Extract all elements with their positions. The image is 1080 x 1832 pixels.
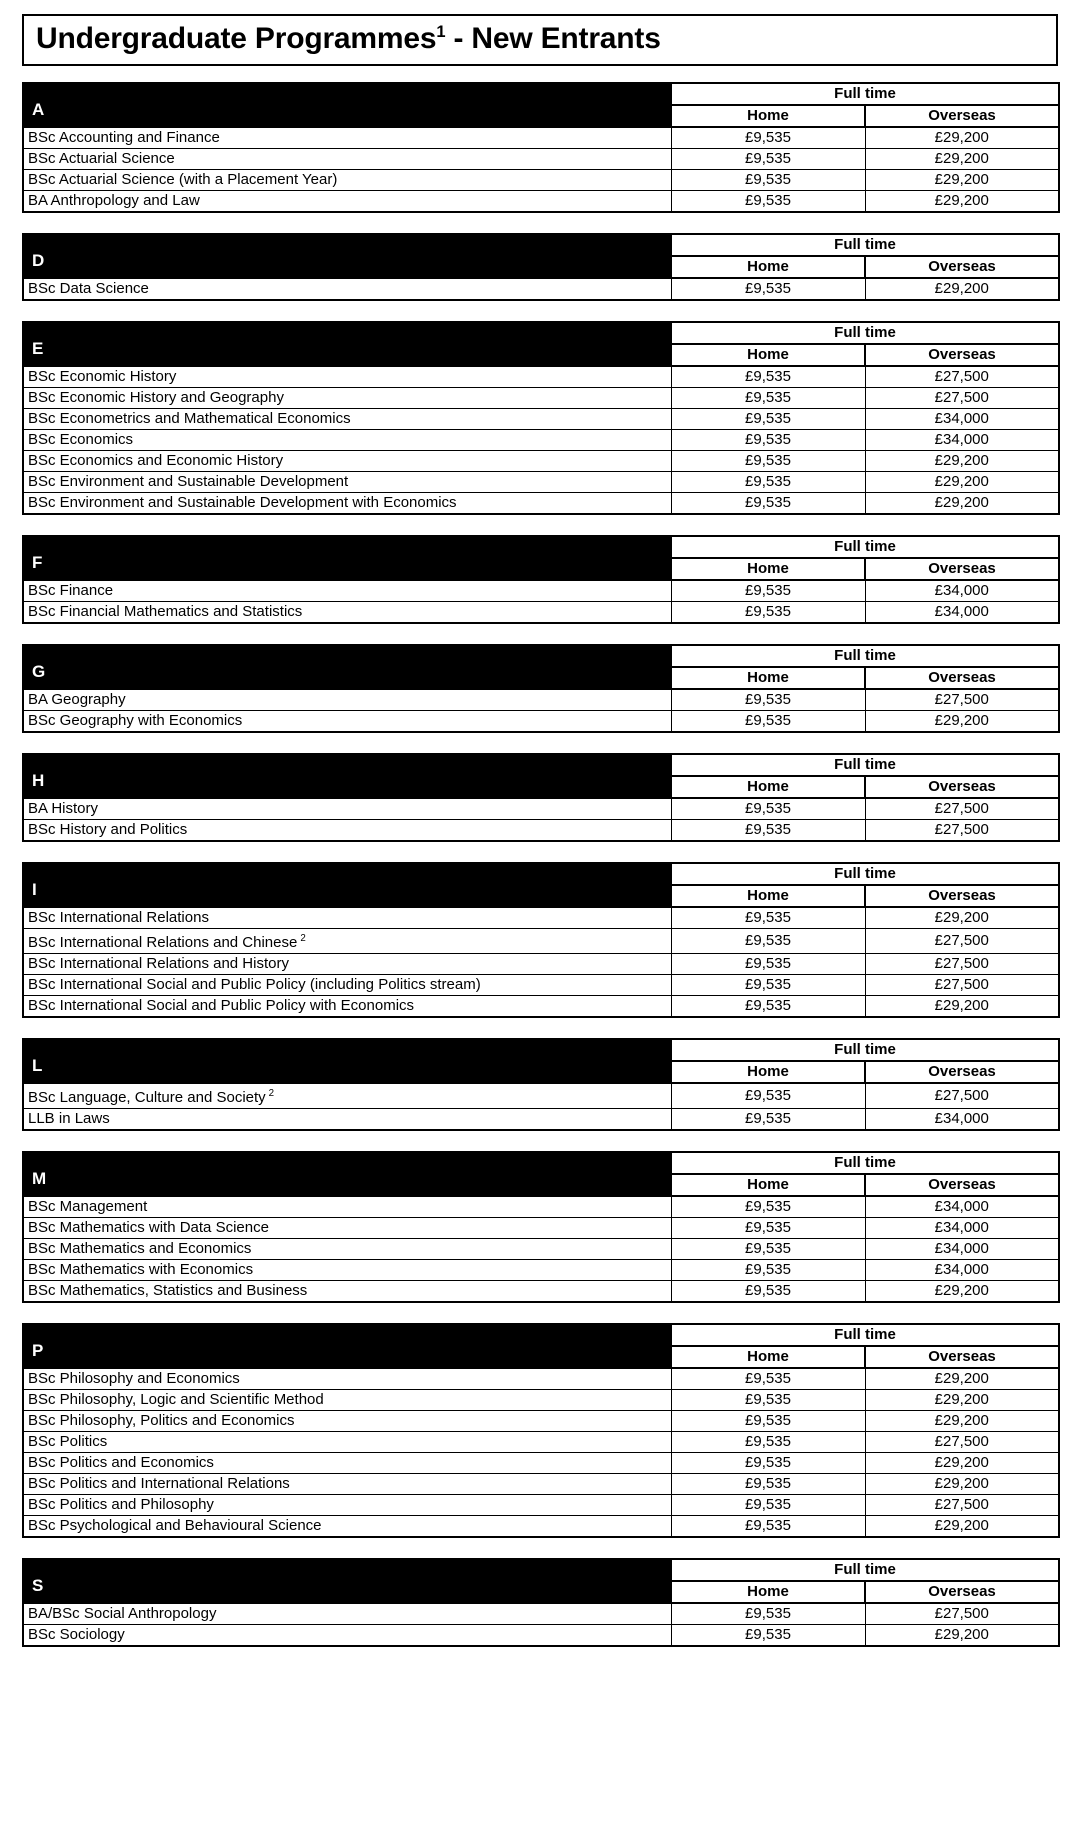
section-header-row — [23, 536, 1059, 558]
table-row — [23, 471, 1059, 492]
programme-name — [23, 1515, 671, 1537]
programme-name — [23, 907, 671, 929]
programme-name — [23, 1431, 671, 1452]
section-header-row — [23, 1152, 1059, 1174]
section-letter-s: S — [23, 1559, 671, 1603]
programme-name — [23, 1196, 671, 1218]
fee-overseas: £34,000 — [865, 1196, 1059, 1218]
programme-name-text: BSc Economics — [28, 430, 134, 448]
programme-name-text: BSc Data Science — [28, 279, 149, 297]
fee-section — [22, 82, 1058, 213]
fee-overseas: £34,000 — [865, 408, 1059, 429]
programme-name — [23, 689, 671, 711]
fee-overseas: £29,200 — [865, 1515, 1059, 1537]
fee-section — [22, 1558, 1058, 1647]
fee-table — [22, 753, 1060, 842]
fee-overseas: £29,200 — [865, 492, 1059, 514]
table-row — [23, 1515, 1059, 1537]
programme-name — [23, 1494, 671, 1515]
column-header-overseas: Overseas — [865, 1174, 1059, 1196]
programme-footnote-marker: 2 — [268, 1087, 275, 1099]
fee-home: £9,535 — [671, 689, 865, 711]
programme-name-text: BSc Econometrics and Mathematical Economics — [28, 409, 351, 427]
section-letter-i: I — [23, 863, 671, 907]
programme-name-text: BSc Economic History and Geography — [28, 388, 284, 406]
fee-overseas: £27,500 — [865, 1494, 1059, 1515]
programme-name — [23, 953, 671, 974]
programme-name — [23, 190, 671, 212]
section-header-row — [23, 1324, 1059, 1346]
section-header-row — [23, 83, 1059, 105]
table-row — [23, 278, 1059, 300]
programme-name — [23, 450, 671, 471]
fee-overseas: £29,200 — [865, 1452, 1059, 1473]
table-row — [23, 148, 1059, 169]
table-row — [23, 387, 1059, 408]
column-header-home: Home — [671, 1174, 865, 1196]
table-row — [23, 127, 1059, 149]
table-row — [23, 429, 1059, 450]
programme-name-text: LLB in Laws — [28, 1109, 110, 1127]
table-row — [23, 1410, 1059, 1431]
table-row — [23, 366, 1059, 388]
fee-home: £9,535 — [671, 169, 865, 190]
programme-name-text: BSc History and Politics — [28, 820, 188, 838]
programme-name — [23, 148, 671, 169]
fee-overseas: £27,500 — [865, 953, 1059, 974]
table-row — [23, 601, 1059, 623]
fee-home: £9,535 — [671, 429, 865, 450]
programme-name — [23, 995, 671, 1017]
fee-home: £9,535 — [671, 148, 865, 169]
fee-table — [22, 1038, 1060, 1131]
fee-overseas: £34,000 — [865, 1238, 1059, 1259]
programme-name-text: BSc Psychological and Behavioural Science — [28, 1516, 322, 1534]
fee-table — [22, 82, 1060, 213]
column-header-overseas: Overseas — [865, 885, 1059, 907]
fee-overseas: £29,200 — [865, 169, 1059, 190]
fee-overseas: £34,000 — [865, 1217, 1059, 1238]
section-header-row — [23, 322, 1059, 344]
programme-name — [23, 928, 671, 953]
column-header-home: Home — [671, 105, 865, 127]
column-header-home: Home — [671, 1346, 865, 1368]
fee-table — [22, 1558, 1060, 1647]
programme-name-text: BSc International Social and Public Policy with Economics — [28, 996, 415, 1014]
fee-section — [22, 321, 1058, 515]
programme-name-text: BSc Philosophy and Economics — [28, 1369, 240, 1387]
table-row — [23, 953, 1059, 974]
fee-home: £9,535 — [671, 1473, 865, 1494]
fee-table — [22, 321, 1060, 515]
table-row — [23, 1389, 1059, 1410]
table-row — [23, 1238, 1059, 1259]
fee-sections-container — [22, 82, 1058, 1647]
fee-home: £9,535 — [671, 1494, 865, 1515]
programme-name — [23, 471, 671, 492]
fee-table — [22, 535, 1060, 624]
table-row — [23, 974, 1059, 995]
programme-name — [23, 366, 671, 388]
programme-name-text: BSc Mathematics with Data Science — [28, 1218, 269, 1236]
fee-table — [22, 644, 1060, 733]
fee-home: £9,535 — [671, 1083, 865, 1109]
programme-name-text: BSc Politics — [28, 1432, 108, 1450]
programme-name — [23, 1368, 671, 1390]
fee-overseas: £29,200 — [865, 1368, 1059, 1390]
fee-home: £9,535 — [671, 450, 865, 471]
programme-name-text: BSc Economics and Economic History — [28, 451, 284, 469]
fee-overseas: £27,500 — [865, 1603, 1059, 1625]
fee-overseas: £29,200 — [865, 1624, 1059, 1646]
table-row — [23, 1603, 1059, 1625]
fee-overseas: £27,500 — [865, 1431, 1059, 1452]
programme-name — [23, 798, 671, 820]
table-row — [23, 492, 1059, 514]
column-group-header-full-time: Full time — [671, 645, 1059, 667]
programme-name-text: BA/BSc Social Anthropology — [28, 1604, 217, 1622]
fee-overseas: £34,000 — [865, 1259, 1059, 1280]
programme-name-text: BSc Actuarial Science — [28, 149, 175, 167]
column-group-header-full-time: Full time — [671, 536, 1059, 558]
programme-name-text: BSc Environment and Sustainable Development with Economics — [28, 493, 457, 511]
table-row — [23, 1473, 1059, 1494]
column-header-home: Home — [671, 776, 865, 798]
column-header-home: Home — [671, 256, 865, 278]
column-group-header-full-time: Full time — [671, 754, 1059, 776]
table-row — [23, 190, 1059, 212]
programme-name — [23, 601, 671, 623]
page-title-box — [22, 14, 1058, 66]
fee-home: £9,535 — [671, 1108, 865, 1130]
column-header-home: Home — [671, 344, 865, 366]
page-title — [36, 23, 1044, 55]
fee-overseas: £29,200 — [865, 127, 1059, 149]
column-group-header-full-time: Full time — [671, 83, 1059, 105]
fee-home: £9,535 — [671, 278, 865, 300]
programme-name — [23, 1603, 671, 1625]
fee-overseas: £27,500 — [865, 798, 1059, 820]
fee-table — [22, 862, 1060, 1018]
fee-home: £9,535 — [671, 408, 865, 429]
column-header-home: Home — [671, 558, 865, 580]
fee-home: £9,535 — [671, 1368, 865, 1390]
fee-home: £9,535 — [671, 1624, 865, 1646]
table-row — [23, 450, 1059, 471]
table-row — [23, 1624, 1059, 1646]
fee-home: £9,535 — [671, 819, 865, 841]
page-title-main: Undergraduate Programmes — [36, 22, 437, 55]
table-row — [23, 689, 1059, 711]
column-group-header-full-time: Full time — [671, 234, 1059, 256]
programme-name — [23, 1083, 671, 1109]
fee-home: £9,535 — [671, 1238, 865, 1259]
fee-overseas: £29,200 — [865, 278, 1059, 300]
section-header-row — [23, 645, 1059, 667]
programme-name-text: BA Anthropology and Law — [28, 191, 200, 209]
fee-home: £9,535 — [671, 928, 865, 953]
table-row — [23, 1280, 1059, 1302]
programme-name — [23, 1624, 671, 1646]
programme-name-text: BSc Philosophy, Politics and Economics — [28, 1411, 295, 1429]
fee-home: £9,535 — [671, 580, 865, 602]
page-title-footnote-marker: 1 — [436, 23, 446, 41]
fee-section — [22, 1323, 1058, 1538]
column-header-home: Home — [671, 1581, 865, 1603]
programme-name-text: BA Geography — [28, 690, 126, 708]
fee-overseas: £29,200 — [865, 1410, 1059, 1431]
table-row — [23, 1431, 1059, 1452]
fee-home: £9,535 — [671, 1452, 865, 1473]
column-header-overseas: Overseas — [865, 558, 1059, 580]
column-header-home: Home — [671, 1061, 865, 1083]
fee-home: £9,535 — [671, 1515, 865, 1537]
programme-name — [23, 1108, 671, 1130]
programme-name-text: BA History — [28, 799, 99, 817]
programme-name-text: BSc Mathematics, Statistics and Business — [28, 1281, 308, 1299]
fee-overseas: £27,500 — [865, 689, 1059, 711]
fee-section — [22, 233, 1058, 301]
fee-overseas: £27,500 — [865, 974, 1059, 995]
section-letter-p: P — [23, 1324, 671, 1368]
fee-home: £9,535 — [671, 710, 865, 732]
fee-home: £9,535 — [671, 974, 865, 995]
section-letter-d: D — [23, 234, 671, 278]
fee-home: £9,535 — [671, 601, 865, 623]
section-header-row — [23, 754, 1059, 776]
section-letter-h: H — [23, 754, 671, 798]
programme-name-text: BSc Economic History — [28, 367, 177, 385]
fee-overseas: £27,500 — [865, 387, 1059, 408]
fee-table — [22, 1151, 1060, 1303]
programme-name — [23, 819, 671, 841]
section-letter-m: M — [23, 1152, 671, 1196]
fee-table — [22, 1323, 1060, 1538]
programme-name — [23, 127, 671, 149]
programme-name-text: BSc Finance — [28, 581, 114, 599]
fee-overseas: £29,200 — [865, 1280, 1059, 1302]
column-header-overseas: Overseas — [865, 256, 1059, 278]
fee-overseas: £29,200 — [865, 1473, 1059, 1494]
programme-name-text: BSc International Relations and Chinese — [28, 933, 298, 951]
table-row — [23, 1259, 1059, 1280]
programme-name — [23, 1217, 671, 1238]
section-header-row — [23, 1039, 1059, 1061]
column-header-overseas: Overseas — [865, 344, 1059, 366]
programme-name-text: BSc Geography with Economics — [28, 711, 243, 729]
fee-overseas: £34,000 — [865, 601, 1059, 623]
fee-overseas: £29,200 — [865, 148, 1059, 169]
programme-name-text: BSc Mathematics with Economics — [28, 1260, 254, 1278]
fee-home: £9,535 — [671, 190, 865, 212]
fee-home: £9,535 — [671, 1603, 865, 1625]
fee-home: £9,535 — [671, 127, 865, 149]
fee-home: £9,535 — [671, 1259, 865, 1280]
section-header-row — [23, 1559, 1059, 1581]
column-header-overseas: Overseas — [865, 1061, 1059, 1083]
table-row — [23, 710, 1059, 732]
programme-name — [23, 1452, 671, 1473]
programme-name — [23, 1473, 671, 1494]
fee-home: £9,535 — [671, 995, 865, 1017]
section-letter-g: G — [23, 645, 671, 689]
fee-home: £9,535 — [671, 953, 865, 974]
section-letter-f: F — [23, 536, 671, 580]
fee-section — [22, 1151, 1058, 1303]
fee-overseas: £29,200 — [865, 190, 1059, 212]
programme-name — [23, 169, 671, 190]
fee-overseas: £34,000 — [865, 580, 1059, 602]
programme-name-text: BSc Management — [28, 1197, 148, 1215]
programme-name-text: BSc Financial Mathematics and Statistics — [28, 602, 303, 620]
programme-name-text: BSc Politics and Economics — [28, 1453, 214, 1471]
fee-section — [22, 862, 1058, 1018]
section-header-row — [23, 863, 1059, 885]
programme-name — [23, 429, 671, 450]
programme-name — [23, 974, 671, 995]
fee-overseas: £29,200 — [865, 450, 1059, 471]
programme-name — [23, 408, 671, 429]
page-title-suffix: - New Entrants — [445, 22, 661, 55]
fee-home: £9,535 — [671, 1217, 865, 1238]
programme-name — [23, 1389, 671, 1410]
fee-overseas: £27,500 — [865, 819, 1059, 841]
programme-name — [23, 1238, 671, 1259]
fee-overseas: £29,200 — [865, 1389, 1059, 1410]
column-header-overseas: Overseas — [865, 776, 1059, 798]
fee-section — [22, 644, 1058, 733]
programme-name-text: BSc International Social and Public Policy (including Politics stream) — [28, 975, 481, 993]
fee-home: £9,535 — [671, 1280, 865, 1302]
fee-overseas: £29,200 — [865, 995, 1059, 1017]
section-letter-l: L — [23, 1039, 671, 1083]
programme-name — [23, 1259, 671, 1280]
fee-home: £9,535 — [671, 387, 865, 408]
column-header-overseas: Overseas — [865, 667, 1059, 689]
column-group-header-full-time: Full time — [671, 1324, 1059, 1346]
table-row — [23, 1217, 1059, 1238]
fee-overseas: £27,500 — [865, 928, 1059, 953]
programme-name — [23, 387, 671, 408]
fee-home: £9,535 — [671, 1410, 865, 1431]
programme-name-text: BSc Politics and Philosophy — [28, 1495, 214, 1513]
fee-overseas: £27,500 — [865, 366, 1059, 388]
column-group-header-full-time: Full time — [671, 863, 1059, 885]
programme-footnote-marker: 2 — [300, 932, 306, 944]
programme-name-text: BSc Accounting and Finance — [28, 128, 220, 146]
column-group-header-full-time: Full time — [671, 1559, 1059, 1581]
table-row — [23, 1368, 1059, 1390]
fee-overseas: £29,200 — [865, 471, 1059, 492]
table-row — [23, 1083, 1059, 1109]
programme-name-text: BSc Politics and International Relations — [28, 1474, 290, 1492]
column-header-home: Home — [671, 885, 865, 907]
table-row — [23, 995, 1059, 1017]
programme-name-text: BSc Philosophy, Logic and Scientific Method — [28, 1390, 324, 1408]
programme-name — [23, 492, 671, 514]
table-row — [23, 819, 1059, 841]
programme-name — [23, 580, 671, 602]
programme-name — [23, 278, 671, 300]
column-header-overseas: Overseas — [865, 1581, 1059, 1603]
programme-name-text: BSc Sociology — [28, 1625, 125, 1643]
column-header-overseas: Overseas — [865, 1346, 1059, 1368]
fee-home: £9,535 — [671, 798, 865, 820]
fee-overseas: £29,200 — [865, 907, 1059, 929]
fee-overseas: £29,200 — [865, 710, 1059, 732]
fee-home: £9,535 — [671, 907, 865, 929]
section-header-row — [23, 234, 1059, 256]
fee-home: £9,535 — [671, 1196, 865, 1218]
column-header-overseas: Overseas — [865, 105, 1059, 127]
table-row — [23, 907, 1059, 929]
programme-name — [23, 1410, 671, 1431]
fee-section — [22, 1038, 1058, 1131]
table-row — [23, 1108, 1059, 1130]
fee-overseas: £34,000 — [865, 1108, 1059, 1130]
fee-table — [22, 233, 1060, 301]
programme-name-text: BSc Mathematics and Economics — [28, 1239, 252, 1257]
fee-home: £9,535 — [671, 492, 865, 514]
fee-home: £9,535 — [671, 1389, 865, 1410]
table-row — [23, 1452, 1059, 1473]
fee-home: £9,535 — [671, 1431, 865, 1452]
programme-name-text: BSc Environment and Sustainable Development — [28, 472, 349, 490]
table-row — [23, 1196, 1059, 1218]
table-row — [23, 169, 1059, 190]
table-row — [23, 408, 1059, 429]
fee-overseas: £34,000 — [865, 429, 1059, 450]
programme-name-text: BSc Actuarial Science (with a Placement Year) — [28, 170, 338, 188]
programme-name-text: BSc International Relations and History — [28, 954, 289, 972]
section-letter-e: E — [23, 322, 671, 366]
table-row — [23, 580, 1059, 602]
column-group-header-full-time: Full time — [671, 1039, 1059, 1061]
fee-home: £9,535 — [671, 366, 865, 388]
fee-home: £9,535 — [671, 471, 865, 492]
table-row — [23, 928, 1059, 953]
column-header-home: Home — [671, 667, 865, 689]
fee-overseas: £27,500 — [865, 1083, 1059, 1109]
column-group-header-full-time: Full time — [671, 1152, 1059, 1174]
programme-name-text: BSc International Relations — [28, 908, 209, 926]
programme-name — [23, 710, 671, 732]
fee-section — [22, 535, 1058, 624]
column-group-header-full-time: Full time — [671, 322, 1059, 344]
programme-name — [23, 1280, 671, 1302]
table-row — [23, 798, 1059, 820]
fee-section — [22, 753, 1058, 842]
section-letter-a: A — [23, 83, 671, 127]
programme-name-text: BSc Language, Culture and Society — [28, 1088, 266, 1106]
table-row — [23, 1494, 1059, 1515]
